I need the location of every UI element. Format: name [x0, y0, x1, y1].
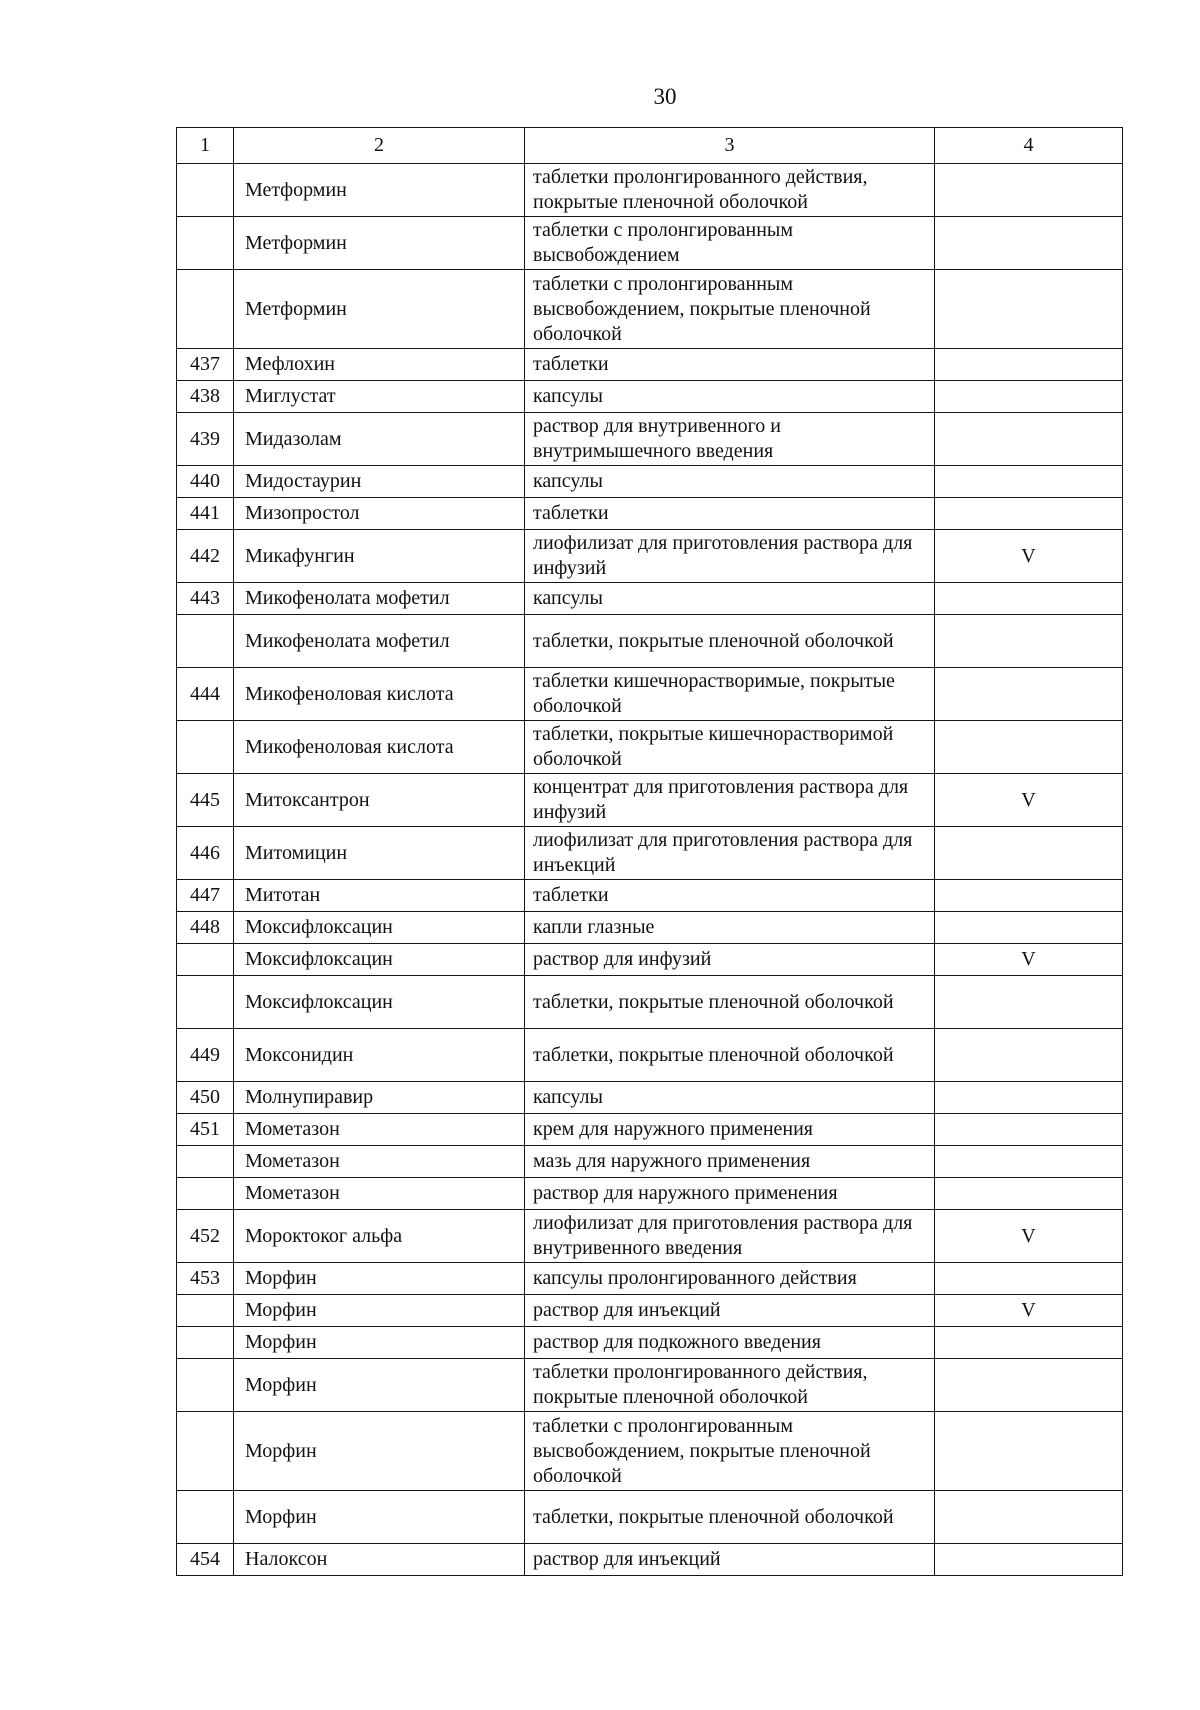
cell-mark	[935, 217, 1123, 270]
cell-drug-name: Молнупиравир	[234, 1082, 525, 1114]
cell-dosage-form: капсулы пролонгированного действия	[525, 1263, 935, 1295]
cell-dosage-form: таблетки с пролонгированным высвобождением	[525, 217, 935, 270]
cell-drug-name: Мидазолам	[234, 413, 525, 466]
cell-drug-name: Моксонидин	[234, 1029, 525, 1082]
table-row	[177, 1491, 1123, 1544]
cell-drug-name: Морфин	[234, 1412, 525, 1491]
cell-number: 453	[177, 1263, 234, 1295]
table-row	[177, 1029, 1123, 1082]
cell-drug-name: Мороктоког альфа	[234, 1210, 525, 1263]
table-row	[177, 1082, 1123, 1114]
cell-number: 437	[177, 349, 234, 381]
cell-number	[177, 615, 234, 668]
cell-dosage-form: таблетки, покрытые пленочной оболочкой	[525, 1029, 935, 1082]
cell-number	[177, 1491, 234, 1544]
table-row	[177, 1359, 1123, 1412]
cell-mark	[935, 498, 1123, 530]
cell-mark	[935, 1178, 1123, 1210]
column-header-form: 3	[525, 128, 935, 164]
table-row	[177, 1263, 1123, 1295]
table-row	[177, 217, 1123, 270]
cell-drug-name: Мидостаурин	[234, 466, 525, 498]
cell-mark	[935, 721, 1123, 774]
cell-drug-name: Моксифлоксацин	[234, 912, 525, 944]
cell-dosage-form: раствор для инфузий	[525, 944, 935, 976]
column-header-name: 2	[234, 128, 525, 164]
table-row	[177, 1146, 1123, 1178]
cell-number: 444	[177, 668, 234, 721]
cell-mark	[935, 1491, 1123, 1544]
cell-drug-name: Микофенолата мофетил	[234, 615, 525, 668]
cell-mark	[935, 381, 1123, 413]
cell-dosage-form: лиофилизат для приготовления раствора для инъекций	[525, 827, 935, 880]
table-row	[177, 1327, 1123, 1359]
cell-drug-name: Метформин	[234, 270, 525, 349]
cell-drug-name: Микофенолата мофетил	[234, 583, 525, 615]
cell-number	[177, 1327, 234, 1359]
cell-drug-name: Моксифлоксацин	[234, 976, 525, 1029]
cell-mark: V	[935, 1295, 1123, 1327]
cell-number: 441	[177, 498, 234, 530]
cell-dosage-form: таблетки	[525, 349, 935, 381]
cell-drug-name: Морфин	[234, 1295, 525, 1327]
cell-dosage-form: лиофилизат для приготовления раствора для внутривенного введения	[525, 1210, 935, 1263]
cell-number	[177, 976, 234, 1029]
cell-number: 451	[177, 1114, 234, 1146]
table-row	[177, 827, 1123, 880]
cell-number: 450	[177, 1082, 234, 1114]
cell-number: 443	[177, 583, 234, 615]
cell-number	[177, 1178, 234, 1210]
cell-drug-name: Морфин	[234, 1327, 525, 1359]
cell-number	[177, 1295, 234, 1327]
table-row	[177, 1412, 1123, 1491]
cell-dosage-form: капли глазные	[525, 912, 935, 944]
table-row	[177, 912, 1123, 944]
cell-dosage-form: таблетки кишечнорастворимые, покрытые оболочкой	[525, 668, 935, 721]
cell-dosage-form: раствор для наружного применения	[525, 1178, 935, 1210]
cell-drug-name: Микофеноловая кислота	[234, 668, 525, 721]
table-row	[177, 349, 1123, 381]
table-row	[177, 530, 1123, 583]
cell-drug-name: Микафунгин	[234, 530, 525, 583]
cell-dosage-form: капсулы	[525, 1082, 935, 1114]
drug-list-table	[176, 127, 1123, 1576]
cell-drug-name: Морфин	[234, 1491, 525, 1544]
cell-number: 442	[177, 530, 234, 583]
cell-number: 445	[177, 774, 234, 827]
cell-number: 440	[177, 466, 234, 498]
cell-number	[177, 164, 234, 217]
cell-mark: V	[935, 1210, 1123, 1263]
cell-number: 449	[177, 1029, 234, 1082]
cell-drug-name: Мометазон	[234, 1178, 525, 1210]
table-row	[177, 381, 1123, 413]
table-row	[177, 615, 1123, 668]
page-number: 30	[653, 84, 677, 109]
cell-number: 452	[177, 1210, 234, 1263]
cell-drug-name: Метформин	[234, 217, 525, 270]
cell-mark	[935, 1412, 1123, 1491]
cell-dosage-form: таблетки с пролонгированным высвобождением, покрытые пленочной оболочкой	[525, 270, 935, 349]
table-row	[177, 774, 1123, 827]
cell-mark	[935, 1544, 1123, 1576]
header-row	[177, 128, 1123, 164]
cell-number: 439	[177, 413, 234, 466]
table-row	[177, 668, 1123, 721]
cell-mark: V	[935, 944, 1123, 976]
cell-number	[177, 944, 234, 976]
cell-dosage-form: раствор для инъекций	[525, 1544, 935, 1576]
cell-drug-name: Морфин	[234, 1359, 525, 1412]
table-row	[177, 1544, 1123, 1576]
cell-drug-name: Мометазон	[234, 1146, 525, 1178]
cell-drug-name: Митотан	[234, 880, 525, 912]
cell-dosage-form: таблетки пролонгированного действия, покрытые пленочной оболочкой	[525, 164, 935, 217]
cell-dosage-form: таблетки, покрытые кишечнорастворимой оболочкой	[525, 721, 935, 774]
cell-drug-name: Метформин	[234, 164, 525, 217]
cell-drug-name: Мизопростол	[234, 498, 525, 530]
table-row	[177, 944, 1123, 976]
cell-dosage-form: таблетки, покрытые пленочной оболочкой	[525, 976, 935, 1029]
cell-mark	[935, 1146, 1123, 1178]
cell-mark	[935, 976, 1123, 1029]
table-row	[177, 1295, 1123, 1327]
table-row	[177, 583, 1123, 615]
cell-mark	[935, 1359, 1123, 1412]
cell-dosage-form: концентрат для приготовления раствора для инфузий	[525, 774, 935, 827]
cell-dosage-form: капсулы	[525, 583, 935, 615]
cell-drug-name: Митоксантрон	[234, 774, 525, 827]
cell-number: 454	[177, 1544, 234, 1576]
cell-mark	[935, 827, 1123, 880]
cell-dosage-form: таблетки, покрытые пленочной оболочкой	[525, 1491, 935, 1544]
table-row	[177, 1178, 1123, 1210]
cell-mark	[935, 583, 1123, 615]
cell-dosage-form: таблетки	[525, 498, 935, 530]
cell-mark	[935, 466, 1123, 498]
table-row	[177, 498, 1123, 530]
cell-number: 438	[177, 381, 234, 413]
cell-dosage-form: капсулы	[525, 466, 935, 498]
table-row	[177, 976, 1123, 1029]
cell-dosage-form: раствор для внутривенного и внутримышечного введения	[525, 413, 935, 466]
cell-number	[177, 1359, 234, 1412]
cell-drug-name: Мометазон	[234, 1114, 525, 1146]
table-row	[177, 721, 1123, 774]
cell-mark	[935, 615, 1123, 668]
cell-dosage-form: крем для наружного применения	[525, 1114, 935, 1146]
column-header-number: 1	[177, 128, 234, 164]
cell-mark	[935, 880, 1123, 912]
cell-number: 448	[177, 912, 234, 944]
table-row	[177, 164, 1123, 217]
cell-dosage-form: раствор для инъекций	[525, 1295, 935, 1327]
cell-mark: V	[935, 530, 1123, 583]
cell-drug-name: Налоксон	[234, 1544, 525, 1576]
cell-drug-name: Митомицин	[234, 827, 525, 880]
cell-mark	[935, 668, 1123, 721]
table-row	[177, 466, 1123, 498]
cell-drug-name: Моксифлоксацин	[234, 944, 525, 976]
cell-mark	[935, 1082, 1123, 1114]
cell-number	[177, 1146, 234, 1178]
table-row	[177, 880, 1123, 912]
cell-dosage-form: таблетки, покрытые пленочной оболочкой	[525, 615, 935, 668]
cell-drug-name: Миглустат	[234, 381, 525, 413]
table-row	[177, 1114, 1123, 1146]
cell-mark	[935, 349, 1123, 381]
cell-mark	[935, 164, 1123, 217]
table-row	[177, 413, 1123, 466]
table-row	[177, 270, 1123, 349]
cell-mark	[935, 1114, 1123, 1146]
table-header	[177, 128, 1123, 164]
cell-number: 447	[177, 880, 234, 912]
cell-drug-name: Морфин	[234, 1263, 525, 1295]
cell-mark	[935, 1263, 1123, 1295]
table-row	[177, 1210, 1123, 1263]
cell-dosage-form: таблетки с пролонгированным высвобождением, покрытые пленочной оболочкой	[525, 1412, 935, 1491]
cell-number	[177, 721, 234, 774]
cell-drug-name: Микофеноловая кислота	[234, 721, 525, 774]
cell-mark	[935, 413, 1123, 466]
column-header-mark: 4	[935, 128, 1123, 164]
cell-number	[177, 217, 234, 270]
cell-dosage-form: капсулы	[525, 381, 935, 413]
cell-dosage-form: мазь для наружного применения	[525, 1146, 935, 1178]
table-body	[177, 164, 1123, 1576]
cell-number	[177, 270, 234, 349]
cell-mark: V	[935, 774, 1123, 827]
cell-dosage-form: раствор для подкожного введения	[525, 1327, 935, 1359]
cell-mark	[935, 1029, 1123, 1082]
cell-mark	[935, 1327, 1123, 1359]
cell-mark	[935, 912, 1123, 944]
cell-dosage-form: таблетки пролонгированного действия, покрытые пленочной оболочкой	[525, 1359, 935, 1412]
cell-number	[177, 1412, 234, 1491]
cell-dosage-form: лиофилизат для приготовления раствора для инфузий	[525, 530, 935, 583]
cell-number: 446	[177, 827, 234, 880]
cell-mark	[935, 270, 1123, 349]
cell-dosage-form: таблетки	[525, 880, 935, 912]
cell-drug-name: Мефлохин	[234, 349, 525, 381]
